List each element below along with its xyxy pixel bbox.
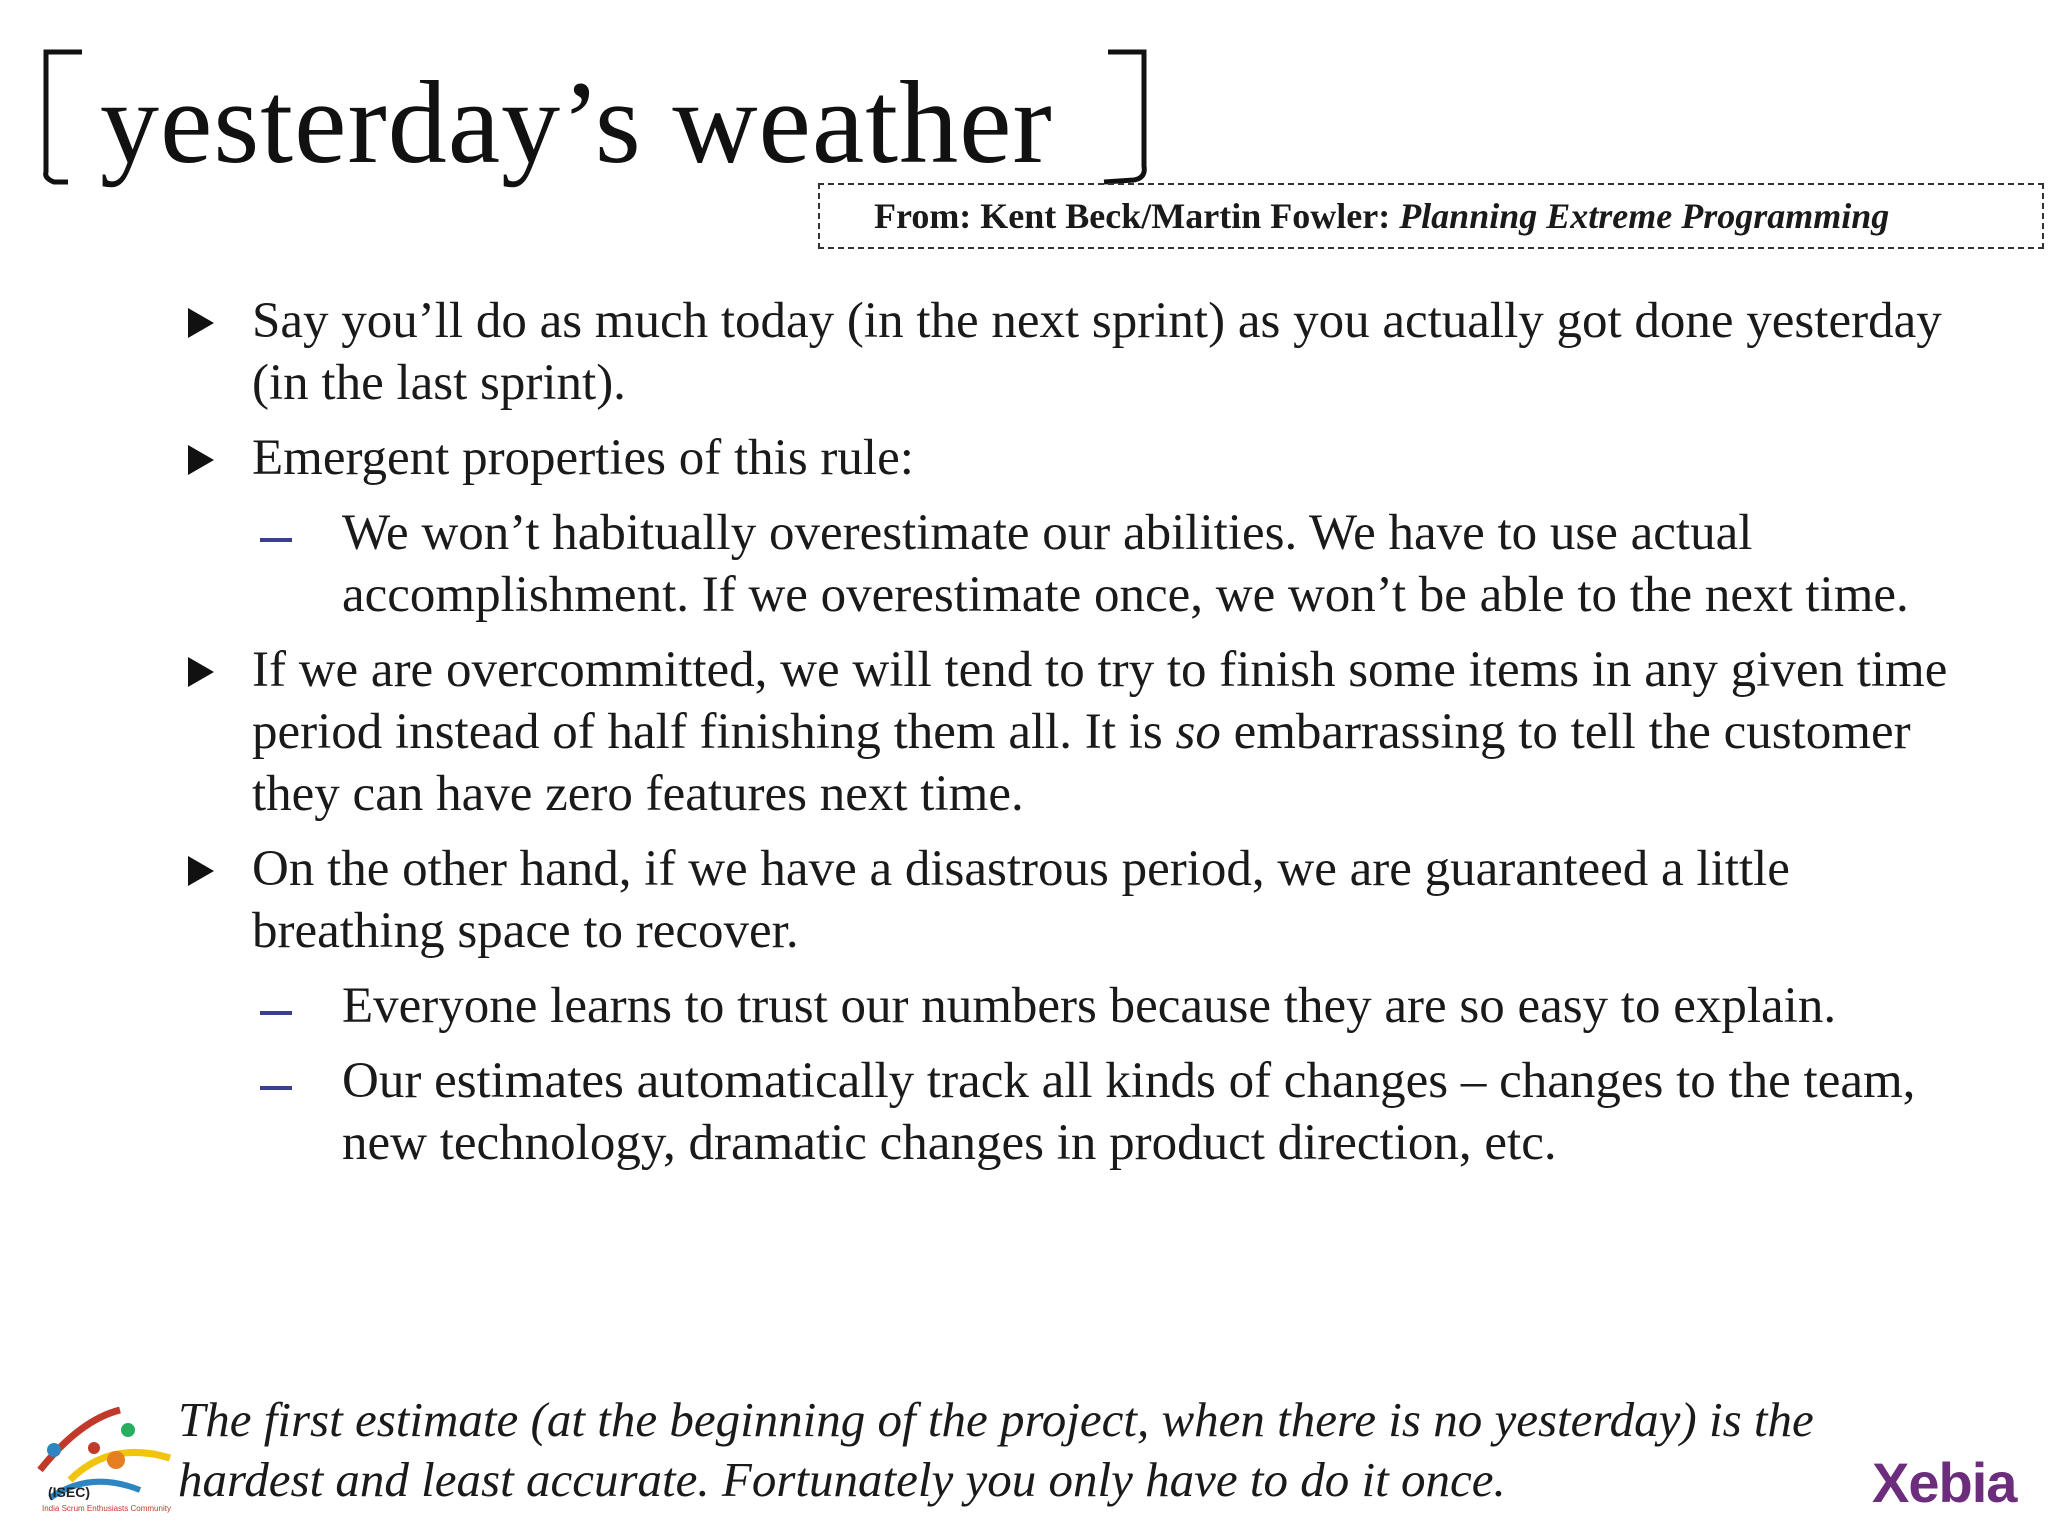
bullet-text: Emergent properties of this rule:	[252, 430, 914, 486]
source-citation	[818, 183, 2044, 249]
xebia-logo: Xebia	[1872, 1451, 2017, 1514]
source-prefix: From: Kent Beck/Martin Fowler:	[874, 196, 1400, 236]
bullet-text: On the other hand, if we have a disastrous period, we are guaranteed a little breathing space to recover.	[252, 841, 1790, 959]
triangle-bullet-icon	[188, 308, 214, 338]
sub-bullet-text: Everyone learns to trust our numbers because they are so easy to explain.	[342, 978, 1837, 1034]
bullet-item	[0, 838, 1972, 962]
bullet-list	[0, 290, 2048, 1174]
isec-subtitle: India Scrum Enthusiasts Community	[42, 1504, 171, 1513]
page-title: yesterday’s weather	[100, 57, 1053, 188]
bullet-item	[0, 639, 1972, 825]
sub-bullet-item	[0, 975, 1992, 1037]
bullet-item	[0, 427, 1972, 489]
sub-bullet-item	[0, 502, 1992, 626]
bullet-text: Say you’ll do as much today (in the next sprint) as you actually got done yesterday (in the last sprint).	[252, 293, 1942, 411]
right-bracket-icon	[1100, 40, 1160, 190]
isec-label: (ISEC)	[48, 1484, 90, 1500]
triangle-bullet-icon	[188, 657, 214, 687]
dash-bullet-icon	[260, 538, 292, 542]
title-area	[34, 40, 1184, 190]
footnote: The first estimate (at the beginning of the project, when there is no yesterday) is the hardest and least accurate. Fortunately you only have to do it once.	[178, 1392, 1814, 1507]
source-book: Planning Extreme Programming	[1399, 196, 1890, 236]
dash-bullet-icon	[260, 1011, 292, 1015]
triangle-bullet-icon	[188, 856, 214, 886]
left-bracket-icon	[34, 40, 94, 190]
bullet-text-emphasis: so	[1175, 704, 1221, 760]
isec-logo	[20, 1400, 200, 1520]
bullet-text-post: embarrassing to tell the customer they can have zero features next time.	[252, 704, 1911, 822]
sub-bullet-item	[0, 1050, 1992, 1174]
dash-bullet-icon	[260, 1086, 292, 1090]
bullet-item	[0, 290, 1972, 414]
sub-bullet-text: Our estimates automatically track all kinds of changes – changes to the team, new technology, dramatic changes in product direction, etc.	[342, 1053, 1916, 1171]
bullet-text-pre: If we are overcommitted, we will tend to try to finish some items in any given time period instead of half finishing them all. It is	[252, 642, 1948, 760]
sub-bullet-text: We won’t habitually overestimate our abilities. We have to use actual accomplishment. If we overestimate once, we won’t be able to the next time.	[342, 505, 1909, 623]
triangle-bullet-icon	[188, 445, 214, 475]
